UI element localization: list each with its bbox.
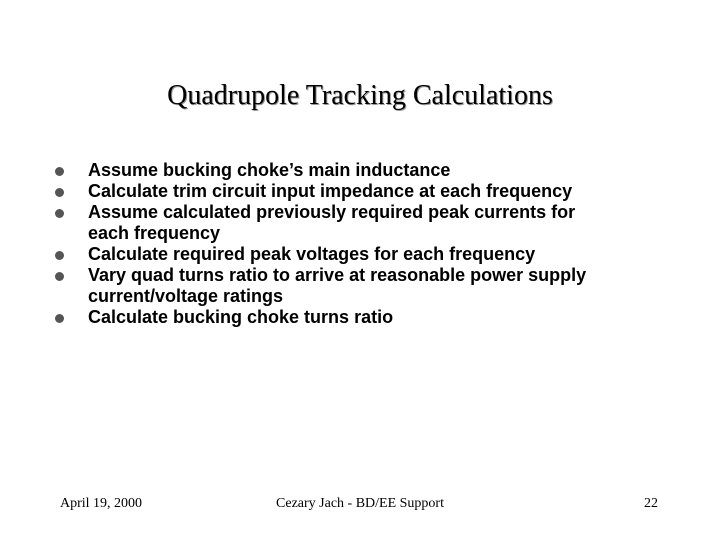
bullet-text: Calculate required peak voltages for each frequency [88, 244, 536, 264]
bullet-item [52, 181, 672, 202]
bullet-dot-icon [55, 167, 64, 176]
bullet-item [52, 307, 672, 328]
footer-date: April 19, 2000 [60, 496, 143, 511]
page-number: 22 [644, 496, 658, 511]
bullet-text: Vary quad turns ratio to arrive at reasonable power supply [88, 265, 587, 285]
bullet-text-continued: each frequency [88, 223, 221, 243]
bullet-dot-icon [55, 272, 64, 281]
bullet-item [52, 202, 672, 244]
slide-title: Quadrupole Tracking Calculations [167, 80, 553, 111]
bullet-item [52, 244, 672, 265]
bullet-text-continued: current/voltage ratings [88, 286, 284, 306]
bullet-text: Assume bucking choke’s main inductance [88, 160, 451, 180]
bullet-text: Assume calculated previously required peak currents for [88, 202, 576, 222]
footer-author: Cezary Jach - BD/EE Support [276, 496, 444, 511]
bullet-item [52, 265, 672, 307]
bullet-dot-icon [55, 188, 64, 197]
bullet-dot-icon [55, 209, 64, 218]
bullet-text: Calculate trim circuit input impedance at each frequency [88, 181, 573, 201]
bullet-dot-icon [55, 251, 64, 260]
bullet-item [52, 160, 672, 181]
bullet-text: Calculate bucking choke turns ratio [88, 307, 394, 327]
bullet-list [52, 160, 672, 328]
bullet-dot-icon [55, 314, 64, 323]
